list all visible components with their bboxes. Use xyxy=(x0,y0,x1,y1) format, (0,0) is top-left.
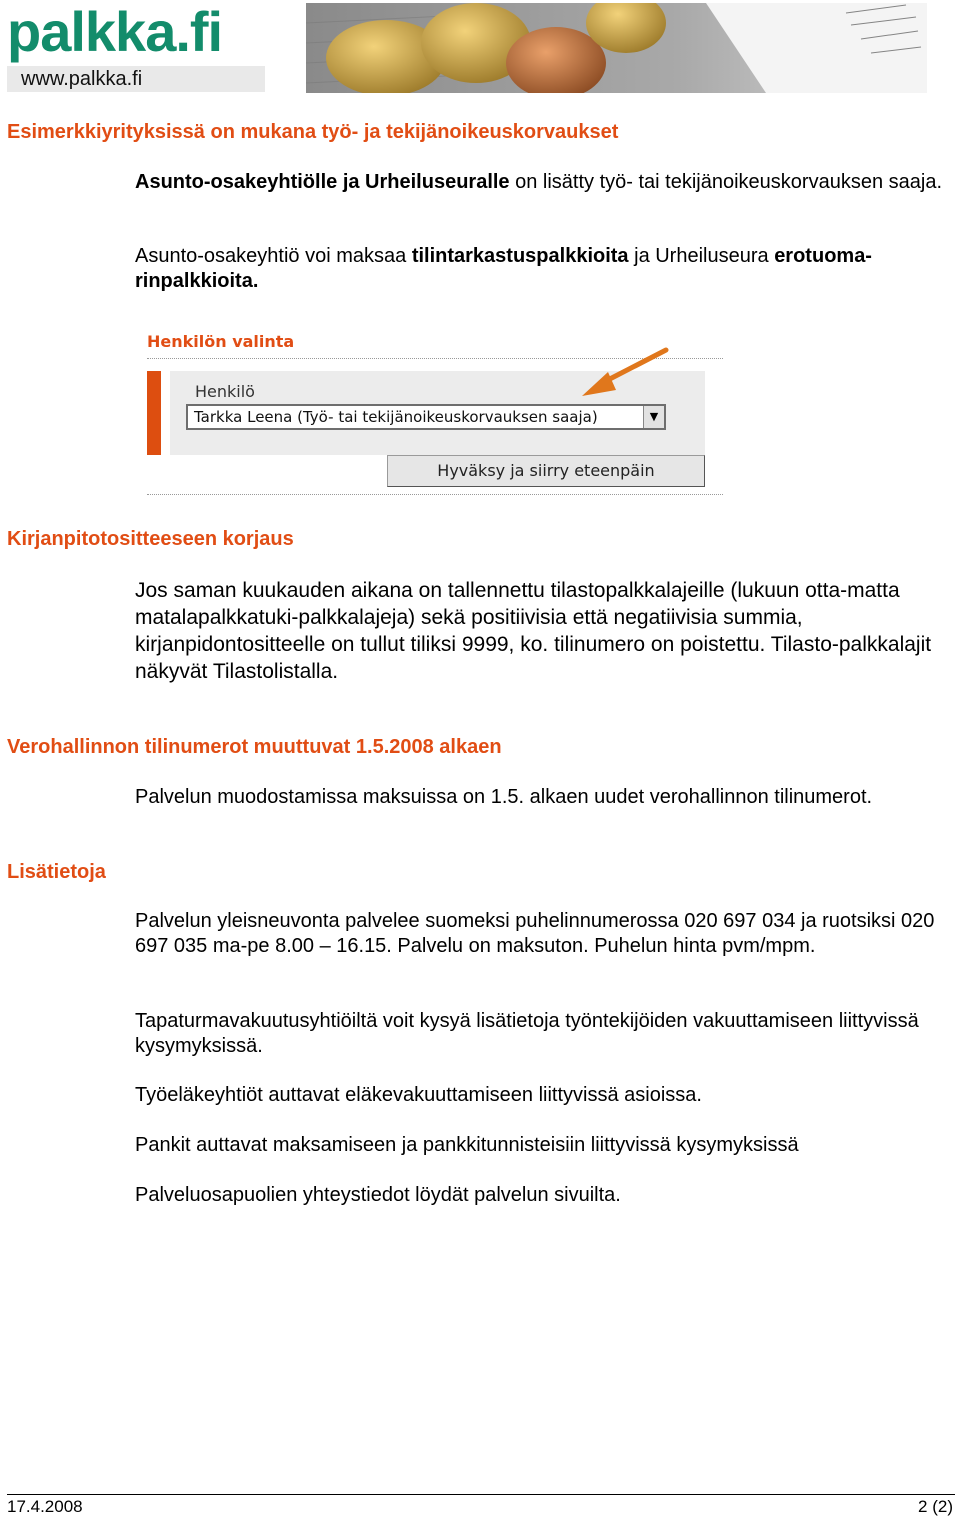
person-field-label: Henkilö xyxy=(195,382,255,401)
section-heading-tax-accounts: Verohallinnon tilinumerot muuttuvat 1.5.2008 alkaen xyxy=(7,736,502,758)
logo xyxy=(7,2,267,92)
paragraph-fees xyxy=(135,244,935,294)
accept-and-continue-button[interactable]: Hyväksy ja siirry eteenpäin xyxy=(387,455,705,487)
paragraph-contacts: Palveluosapuolien yhteystiedot löydät palvelun sivuilta. xyxy=(135,1184,621,1206)
paragraph-insurance: Tapaturmavakuutusyhtiöiltä voit kysyä lisätietoja työntekijöiden vakuuttamiseen liittyvissä kysymyksissä. xyxy=(135,1010,919,1057)
paragraph-tax-accounts: Palvelun muodostamissa maksuissa on 1.5. alkaen uudet verohallinnon tilinumerot. xyxy=(135,786,873,808)
footer-date: 17.4.2008 xyxy=(7,1497,83,1516)
logo-url: www.palkka.fi xyxy=(7,66,265,92)
footer-divider xyxy=(7,1494,955,1495)
figure-title: Henkilön valinta xyxy=(147,332,295,351)
text: ja Urheiluseura xyxy=(628,245,775,267)
text: on lisätty työ- tai tekijänoikeuskorvauksen saaja. xyxy=(509,171,943,193)
person-select-value: Tarkka Leena (Työ- tai tekijänoikeuskorvauksen saaja) xyxy=(194,408,598,426)
paragraph-correction: Jos saman kuukauden aikana on tallennettu tilastopalkkalajeille (lukuun otta-matta matalapalkkatuki-palkkalajeja) sekä positiivisia että negatiivisia summia, kirjanpidontositteelle on tullut tiliksi 9999, ko. tilinumero on poistettu. Tilasto-palkkalajit näkyvät Tilastolistalla. xyxy=(135,579,932,683)
section-heading-correction: Kirjanpitotositteeseen korjaus xyxy=(7,528,294,550)
header-banner-image xyxy=(306,3,927,93)
section-heading-more-info: Lisätietoja xyxy=(7,861,106,883)
logo-text: palkka.fi xyxy=(7,0,223,63)
bold-text: tilintarkastuspalkkioita xyxy=(411,245,629,267)
text: Asunto-osakeyhtiö voi maksaa xyxy=(135,245,412,267)
bold-text: erotuoma-rinpalkkioita. xyxy=(135,245,872,292)
person-selection-screenshot xyxy=(138,318,728,500)
bold-text: Asunto-osakeyhtiölle ja Urheiluseuralle xyxy=(135,171,510,193)
footer-page-number: 2 (2) xyxy=(918,1497,953,1516)
section-heading-compensation: Esimerkkiyrityksissä on mukana työ- ja tekijänoikeuskorvaukset xyxy=(7,121,619,143)
paragraph-helpdesk: Palvelun yleisneuvonta palvelee suomeksi puhelinnumerossa 020 697 034 ja ruotsiksi 020 697 035 ma-pe 8.00 – 16.15. Palvelu on maksuton. Puhelun hinta pvm/mpm. xyxy=(135,910,935,957)
pointer-arrow-icon xyxy=(138,318,728,500)
paragraph-compensation-recipients xyxy=(135,170,955,195)
paragraph-banks: Pankit auttavat maksamiseen ja pankkitunnisteisiin liittyvissä kysymyksissä xyxy=(135,1134,799,1156)
paragraph-pension: Työeläkeyhtiöt auttavat eläkevakuuttamiseen liittyvissä asioissa. xyxy=(135,1084,702,1106)
dropdown-arrow-icon[interactable]: ▼ xyxy=(643,406,664,428)
